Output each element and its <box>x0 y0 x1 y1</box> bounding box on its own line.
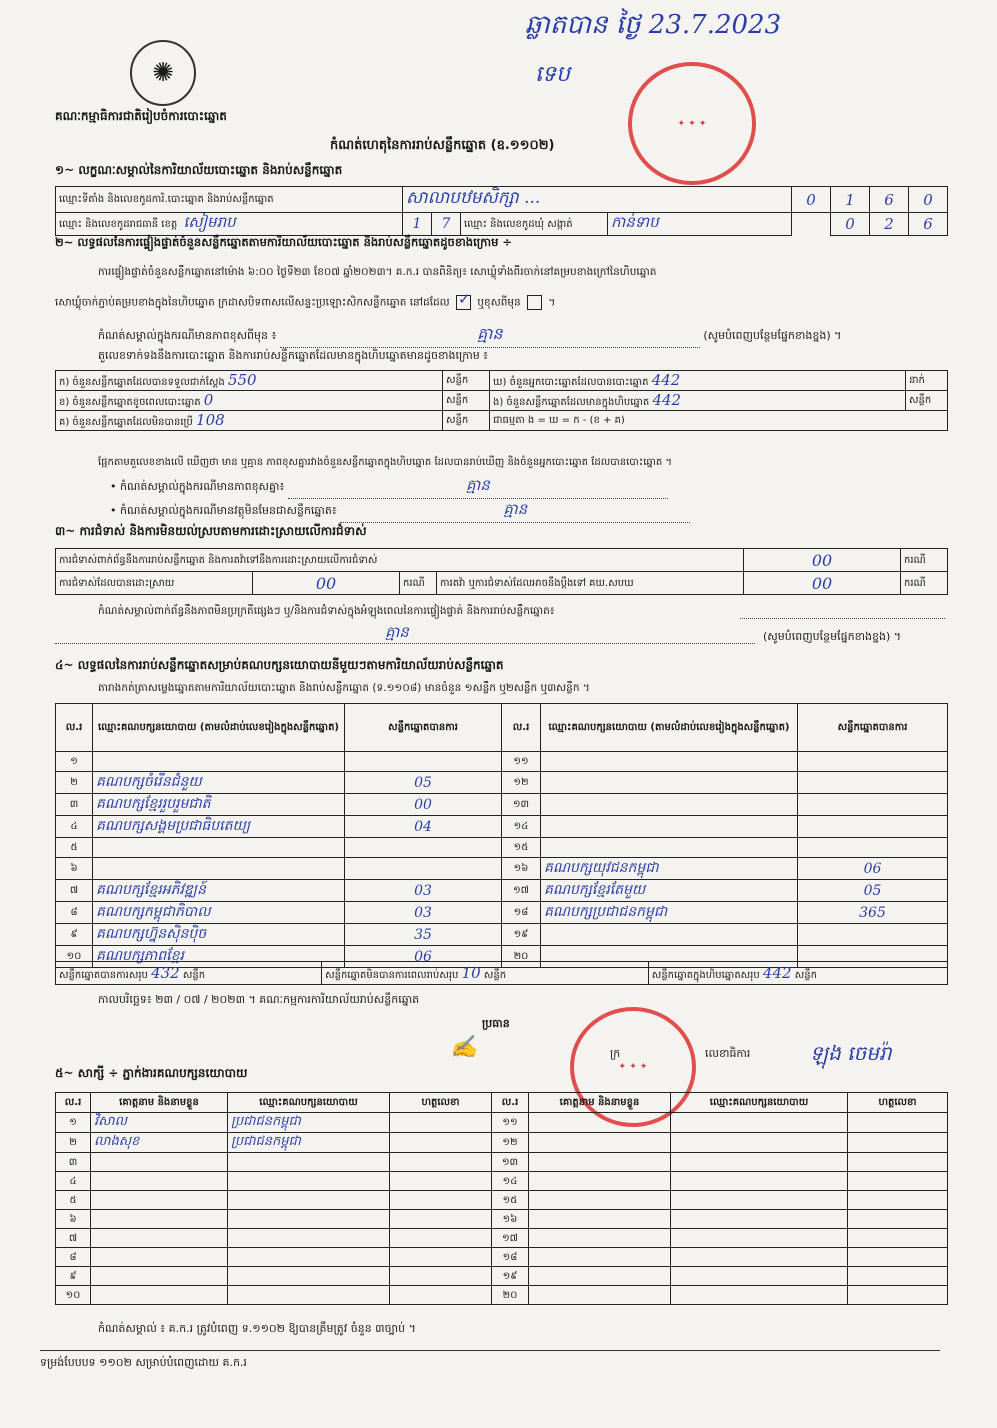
results-party-right <box>541 924 798 946</box>
diff-note-label: កំណត់សម្គាល់ក្នុងករណីមានភាពខុសពីមុន ៖ <box>98 329 277 342</box>
witness-name-left <box>91 1229 228 1248</box>
total-box-value: 442 <box>762 963 792 982</box>
verify-line-2: សោឃ្លុំចាក់ភ្ជាប់គម្របខាងក្នុងនៃហិបឆ្នោត ក្រដាសបិទពាសលើសន្ទះប្រឡោះសិកសន្លឹកឆ្នោត នៅដដែល <box>55 296 450 309</box>
witness-sign-right <box>848 1229 948 1248</box>
witness-name-right <box>529 1210 671 1229</box>
results-party-right <box>541 794 798 816</box>
witness-sign-left <box>390 1267 492 1286</box>
witness-sign-left <box>390 1153 492 1172</box>
chair-signature: ✍ <box>450 1035 478 1060</box>
witness-no-right: ១៧ <box>492 1229 529 1248</box>
witness-no-right: ១៤ <box>492 1172 529 1191</box>
results-votes-right <box>798 794 948 816</box>
province-code-1: 1 <box>403 213 432 236</box>
witness-row <box>56 1172 948 1191</box>
witness-row <box>56 1133 948 1153</box>
witness-name-right <box>529 1153 671 1172</box>
results-votes-right: 05 <box>798 880 948 902</box>
witness-sign-right <box>848 1133 948 1153</box>
results-no-left: ៥ <box>56 838 93 858</box>
results-votes-left: 05 <box>345 772 502 794</box>
witness-party-left <box>228 1153 390 1172</box>
location-code-1: 0 <box>792 187 831 213</box>
results-no-right: ២០ <box>502 946 541 968</box>
witness-sign-right <box>848 1191 948 1210</box>
witness-no-left: ៧ <box>56 1229 91 1248</box>
results-votes-left: 04 <box>345 816 502 838</box>
results-row <box>56 752 948 772</box>
section5-heading: ៥~ សាក្សី ÷ ភ្នាក់ងារគណបក្សនយោបាយ <box>55 1066 248 1080</box>
objection-table <box>55 548 948 595</box>
witness-no-left: ៩ <box>56 1267 91 1286</box>
results-no-left: ៨ <box>56 902 93 924</box>
results-votes-left <box>345 838 502 858</box>
footer-bottom: ទម្រង់បែបបទ ១១០២ សម្រាប់បំពេញដោយ គ.ក.រ <box>40 1356 247 1369</box>
objection-row1-unit: ករណី <box>901 549 948 572</box>
diff-note-hint: (សូមបំពេញបន្ថែមផ្នែកខាងខ្នង) ។ <box>703 329 842 342</box>
results-party-left <box>93 752 345 772</box>
changed-label: ឬខុសពីមុន <box>477 296 521 309</box>
section1-table <box>55 186 948 236</box>
witness-no-right: ១៦ <box>492 1210 529 1229</box>
results-row <box>56 880 948 902</box>
total-box-unit: សន្លឹក <box>794 969 817 981</box>
objection-row2-label: ការជំទាស់ដែលបានដោះស្រាយ <box>56 572 253 595</box>
results-no-left: ៣ <box>56 794 93 816</box>
objection-row2-value: 00 <box>253 572 400 595</box>
kha-value: 0 <box>203 391 214 409</box>
witness-name-left: វិសាល <box>91 1113 228 1133</box>
irregularity-label: កំណត់សម្គាល់ពាក់ព័ន្ធនឹងភាពមិនប្រក្រតីផ្សេងៗ ឬ/និងការជំទាស់ក្នុងអំឡុងពេលនៃការផ្ទៀងផ្ទាត់ និងការរាប់សន្លឹកឆ្នោត៖ <box>98 605 555 617</box>
objection-row1-label: ការជំទាស់ពាក់ព័ន្ធនឹងការរាប់សន្លឹកឆ្នោត និងការតវ៉ាទៅនឹងការដោះស្រាយលើការជំទាស់ <box>56 549 744 572</box>
results-votes-left: 03 <box>345 880 502 902</box>
results-no-right: ១២ <box>502 772 541 794</box>
witness-sign-right <box>848 1153 948 1172</box>
total-invalid-value: 10 <box>461 963 481 982</box>
results-votes-left <box>345 858 502 880</box>
results-votes-left: 35 <box>345 924 502 946</box>
witness-party-left <box>228 1286 390 1305</box>
witness-sign-left <box>390 1172 492 1191</box>
witness-no-right: ១៣ <box>492 1153 529 1172</box>
witness-sign-right <box>848 1113 948 1133</box>
compare-line: ផ្អែកតាមតួលេខខាងលើ ឃើញថា មាន ឬគ្មាន ភាពខុសគ្នារវាងចំនួនសន្លឹកឆ្នោតក្នុងហិបឆ្នោត ដែលបានរាប់ឃើញ និងចំនួនអ្នកបោះឆ្នោត ដែលបានបោះឆ្នោត ។ <box>98 457 673 468</box>
ko-value: 108 <box>196 411 225 429</box>
witness-party-left <box>228 1191 390 1210</box>
ka-value: 550 <box>227 371 257 389</box>
results-no-left: ៩ <box>56 924 93 946</box>
witness-no-right: ២០ <box>492 1286 529 1305</box>
results-no-left: ៧ <box>56 880 93 902</box>
results-party-left: គណបក្សចំរើនជំនួយ <box>93 772 345 794</box>
results-votes-right <box>798 816 948 838</box>
witness-sign-left <box>390 1191 492 1210</box>
province-code-2: 7 <box>432 213 461 236</box>
witness-no-right: ១១ <box>492 1113 529 1133</box>
results-party-left: គណបក្សខ្មែរអភិវឌ្ឍន៍ <box>93 880 345 902</box>
witness-col-sign-left: ហត្ថលេខា <box>390 1093 492 1113</box>
results-col-party-right: ឈ្មោះគណបក្សនយោបាយ (តាមលំដាប់លេខរៀងក្នុងសន្លឹកឆ្នោត) <box>541 704 798 752</box>
witness-party-right <box>671 1172 848 1191</box>
results-no-left: ២ <box>56 772 93 794</box>
results-no-right: ១៨ <box>502 902 541 924</box>
witness-name-left <box>91 1286 228 1305</box>
location-value: សាលាបឋមសិក្សា ... <box>403 187 792 213</box>
total-valid-value: 432 <box>151 963 180 982</box>
witness-party-left <box>228 1248 390 1267</box>
formula: ជាធម្មតា ង = ឃ = ក - (ខ + គ) <box>490 411 948 431</box>
witness-name-right <box>529 1248 671 1267</box>
commune-value: កាន់ទាប <box>608 213 792 236</box>
results-party-left <box>93 838 345 858</box>
witness-name-right <box>529 1191 671 1210</box>
results-col-no-right: ល.រ <box>502 704 541 752</box>
top-handwritten-date: ឆ្លាតបាន ថ្ងៃ 23.7.2023 <box>525 10 782 40</box>
results-no-right: ១៥ <box>502 838 541 858</box>
witness-party-left <box>228 1210 390 1229</box>
witness-party-left <box>228 1229 390 1248</box>
commune-code-2: 2 <box>870 213 909 236</box>
results-row <box>56 902 948 924</box>
results-party-left <box>93 858 345 880</box>
witness-name-left <box>91 1172 228 1191</box>
commune-code-3: 6 <box>909 213 948 236</box>
chair-label: ប្រធាន <box>482 1017 510 1030</box>
witness-sign-right <box>848 1172 948 1191</box>
results-votes-right <box>798 924 948 946</box>
results-party-left: គណបក្សខ្មែររួបរួមជាតិ <box>93 794 345 816</box>
witness-party-right <box>671 1113 848 1133</box>
results-party-right <box>541 772 798 794</box>
location-code-3: 6 <box>870 187 909 213</box>
witness-party-left: ប្រជាជនកម្ពុជា <box>228 1133 390 1153</box>
witness-no-left: ៣ <box>56 1153 91 1172</box>
results-no-right: ១៦ <box>502 858 541 880</box>
witness-no-left: ១ <box>56 1113 91 1133</box>
location-code-4: 0 <box>909 187 948 213</box>
results-votes-left: 06 <box>345 946 502 968</box>
diff-note-row <box>98 323 841 348</box>
foreign-value: គ្មាន <box>340 500 690 523</box>
witness-row <box>56 1210 948 1229</box>
ko-label: គ) ចំនួនសន្លឹកឆ្នោតដែលមិនបានប្រើ <box>59 417 193 428</box>
witness-no-left: ៤ <box>56 1172 91 1191</box>
section1-heading: ១~ លក្ខណៈសម្គាល់នៃការិយាល័យបោះឆ្នោត និងរាប់សន្លឹកឆ្នោត <box>55 163 343 177</box>
top-signature-name: ទេប <box>535 62 570 87</box>
witness-row <box>56 1248 948 1267</box>
witness-no-left: ២ <box>56 1133 91 1153</box>
results-votes-left: 03 <box>345 902 502 924</box>
kha-label: ខ) ចំនួនសន្លឹកឆ្នោតខូចពេលបោះឆ្នោត <box>59 397 201 408</box>
results-no-right: ១៩ <box>502 924 541 946</box>
witness-sign-right <box>848 1210 948 1229</box>
total-invalid-unit: សន្លឹក <box>483 969 507 981</box>
kho-unit: នាក់ <box>906 371 948 391</box>
witness-party-left <box>228 1172 390 1191</box>
witness-col-no-right: ល.រ <box>492 1093 529 1113</box>
diff-row <box>110 476 668 499</box>
results-col-votes-left: សន្លឹកឆ្នោតបានការ <box>345 704 502 752</box>
org-name: គណៈកម្មាធិការជាតិរៀបចំការបោះឆ្នោត <box>55 109 227 123</box>
witness-party-left <box>228 1267 390 1286</box>
witness-sign-left <box>390 1248 492 1267</box>
results-party-right: គណបក្សខ្មែរតែមួយ <box>541 880 798 902</box>
results-votes-right <box>798 772 948 794</box>
witness-name-left: លាងសុខ <box>91 1133 228 1153</box>
ka-label: ក) ចំនួនសន្លឹកឆ្នោតដែលបានទទួលជាក់ស្តែង <box>59 377 225 388</box>
province-value: សៀមរាប <box>183 213 236 231</box>
results-row <box>56 816 948 838</box>
witness-name-right <box>529 1113 671 1133</box>
numbers-intro: តួលេខទាក់ទងនឹងការបោះឆ្នោត និងការរាប់សន្លឹកឆ្នោតដែលមានក្នុងហិបឆ្នោតមានដូចខាងក្រោម ៖ <box>98 349 489 362</box>
verify-line-2-row: សោឃ្លុំចាក់ភ្ជាប់គម្របខាងក្នុងនៃហិបឆ្នោត ក្រដាសបិទពាសលើសន្ទះប្រឡោះសិកសន្លឹកឆ្នោត នៅដដែល ✓ ឬខុសពីមុន ។ <box>55 290 556 309</box>
results-party-right: គណបក្សយុវជនកម្ពុជា <box>541 858 798 880</box>
witness-party-right <box>671 1248 848 1267</box>
ballot-count-table <box>55 370 948 431</box>
results-party-left: គណបក្សសង្គមប្រជាធិបតេយ្យ <box>93 816 345 838</box>
results-no-left: ៤ <box>56 816 93 838</box>
secretary-label: លេខាធិការ <box>705 1047 751 1060</box>
witness-row <box>56 1286 948 1305</box>
ka-unit: សន្លឹក <box>443 371 490 391</box>
total-box-label: សន្លឹកឆ្នោតក្នុងហិបឆ្នោតសរុប <box>651 969 760 981</box>
kho-value: 442 <box>651 371 681 389</box>
witness-party-right <box>671 1229 848 1248</box>
irregularity-hint: (សូមបំពេញបន្ថែមផ្នែកខាងខ្នង) ។ <box>763 630 902 643</box>
form-title: កំណត់ហេតុនៃការរាប់សន្លឹកឆ្នោត (ឧ.១១០២) <box>330 138 555 153</box>
results-no-right: ១១ <box>502 752 541 772</box>
results-table <box>55 703 948 968</box>
results-col-no-left: ល.រ <box>56 704 93 752</box>
ngo-label: ង) ចំនួនសន្លឹកឆ្នោតដែលមានក្នុងហិបឆ្នោត <box>493 397 650 408</box>
witness-no-right: ១៨ <box>492 1248 529 1267</box>
results-party-left: គណបក្សហ្វ៊ុនស៊ិនប៉ិច <box>93 924 345 946</box>
witness-no-left: ១០ <box>56 1286 91 1305</box>
witness-table <box>55 1092 948 1305</box>
results-party-left: គណបក្សភាពខ្មែរ <box>93 946 345 968</box>
witness-no-left: ៦ <box>56 1210 91 1229</box>
results-col-party-left: ឈ្មោះគណបក្សនយោបាយ (តាមលំដាប់លេខរៀងក្នុងសន្លឹកឆ្នោត) <box>93 704 345 752</box>
official-stamp-bottom: ✦ ✦ ✦ <box>570 1007 696 1127</box>
objection-row1-value: 00 <box>744 549 901 572</box>
witness-name-left <box>91 1267 228 1286</box>
foreign-label: • កំណត់សម្គាល់ក្នុងករណីមានវត្ថុមិនមែនជាសន្លឹកឆ្នោត៖ <box>110 504 337 517</box>
witness-row <box>56 1191 948 1210</box>
ngo-unit: សន្លឹក <box>906 391 948 411</box>
date-line: កាលបរិច្ឆេទ៖ ២៣ / ០៧ / ២០២៣ ។ គណៈកម្មការការិយាល័យរាប់សន្លឹកឆ្នោត <box>98 993 420 1006</box>
kho-label: ឃ) ចំនួនអ្នកបោះឆ្នោតដែលបានបោះឆ្នោត <box>493 377 649 388</box>
witness-col-sign-right: ហត្ថលេខា <box>848 1093 948 1113</box>
results-party-right: គណបក្សប្រជាជនកម្ពុជា <box>541 902 798 924</box>
witness-sign-left <box>390 1133 492 1153</box>
section4-heading: ៤~ លទ្ធផលនៃការរាប់សន្លឹកឆ្នោតសម្រាប់គណបក្សនយោបាយនីមួយៗតាមការិយាល័យរាប់សន្លឹកឆ្នោត <box>55 658 504 672</box>
kha-unit: សន្លឹក <box>443 391 490 411</box>
results-party-right <box>541 752 798 772</box>
witness-col-name-left: គោត្តនាម និងនាមខ្លួន <box>91 1093 228 1113</box>
witness-sign-left <box>390 1210 492 1229</box>
witness-party-right <box>671 1133 848 1153</box>
witness-no-left: ៥ <box>56 1191 91 1210</box>
witness-sign-right <box>848 1267 948 1286</box>
witness-party-right <box>671 1210 848 1229</box>
witness-name-left <box>91 1210 228 1229</box>
objection-row2-unit: ករណី <box>400 572 437 595</box>
results-no-left: ៦ <box>56 858 93 880</box>
witness-col-party-left: ឈ្មោះគណបក្សនយោបាយ <box>228 1093 390 1113</box>
witness-col-party-right: ឈ្មោះគណបក្សនយោបាយ <box>671 1093 848 1113</box>
same-checkbox[interactable]: ✓ <box>458 290 471 308</box>
section2-heading: ២~ លទ្ធផលនៃការផ្ទៀងផ្ទាត់ចំនួនសន្លឹកឆ្នោតតាមការិយាល័យបោះឆ្នោត និងរាប់សន្លឹកឆ្នោតដូចខាងក្រោម ÷ <box>55 235 513 249</box>
witness-party-right <box>671 1267 848 1286</box>
section4-intro: តារាងកត់ត្រាសម្លេងឆ្នោតតាមការិយាល័យបោះឆ្នោត និងរាប់សន្លឹកឆ្នោត (ទ.១១០៨) មានចំនួន ១សន្លឹក ឬ២សន្លឹក ឬ៣សន្លឹក ។ <box>98 682 590 694</box>
witness-no-left: ៨ <box>56 1248 91 1267</box>
witness-party-right <box>671 1191 848 1210</box>
diff-label: • កំណត់សម្គាល់ក្នុងករណីមានភាពខុសគ្នា៖ <box>110 480 285 493</box>
official-stamp-top: ✦ ✦ ✦ <box>628 62 756 185</box>
diff-value: គ្មាន <box>288 476 668 499</box>
results-col-votes-right: សន្លឹកឆ្នោតបានការ <box>798 704 948 752</box>
member-label: ក្រ <box>610 1047 621 1060</box>
witness-name-right <box>529 1133 671 1153</box>
witness-row <box>56 1229 948 1248</box>
total-valid-unit: សន្លឹក <box>182 969 206 981</box>
results-row <box>56 924 948 946</box>
province-label: ឈ្មោះ និងលេខកូដរាជធានី ខេត្ត <box>59 219 178 230</box>
witness-sign-left <box>390 1113 492 1133</box>
witness-party-left: ប្រជាជនកម្ពុជា <box>228 1113 390 1133</box>
section3-heading: ៣~ ការជំទាស់ និងការមិនយល់ស្របតាមការដោះស្រាយលើការជំទាស់ <box>55 524 367 538</box>
witness-name-left <box>91 1191 228 1210</box>
commune-label: ឈ្មោះ និងលេខកូដឃុំ សង្កាត់ <box>461 213 608 236</box>
changed-checkbox[interactable] <box>527 295 542 310</box>
witness-no-right: ១៥ <box>492 1191 529 1210</box>
results-no-left: ១០ <box>56 946 93 968</box>
objection-appeal-label: ការតវ៉ា ឬការជំទាស់ដែលអាចនឹងប្តឹងទៅ គឃ.សបឃ <box>437 572 744 595</box>
witness-col-no-left: ល.រ <box>56 1093 91 1113</box>
total-invalid-label: សន្លឹកឆ្នោតមិនបានការពេលរាប់សរុប <box>325 969 459 981</box>
results-votes-left <box>345 752 502 772</box>
verify-line-1: ការផ្ទៀងផ្ទាត់ចំនួនសន្លឹកឆ្នោតនៅម៉ោង ៦:០០ ថ្ងៃទី២៣ ខែ០៧ ឆ្នាំ២០២៣។ គ.ក.រ បានពិនិត្យ៖ សោឃ្លុំទាំងពីរចាក់នៅគម្របខាងក្រៅនៃហិបឆ្នោត <box>98 266 657 278</box>
objection-appeal-value: 00 <box>744 572 901 595</box>
results-totals <box>55 961 948 985</box>
diff-note-value: គ្មាន <box>280 323 700 348</box>
ko-unit: សន្លឹក <box>443 411 490 431</box>
results-votes-right <box>798 752 948 772</box>
footer-note: កំណត់សម្គាល់ ៖ គ.ក.រ ត្រូវបំពេញ ទ.១១០២ ឱ្យបានត្រឹមត្រូវ ចំនួន ៣ច្បាប់ ។ <box>98 1322 416 1335</box>
results-party-right <box>541 838 798 858</box>
total-valid-label: សន្លឹកឆ្នោតបានការសរុប <box>59 969 148 981</box>
witness-name-right <box>529 1267 671 1286</box>
witness-row <box>56 1267 948 1286</box>
objection-appeal-unit: ករណី <box>901 572 948 595</box>
results-party-right <box>541 816 798 838</box>
witness-name-right <box>529 1229 671 1248</box>
witness-name-right <box>529 1286 671 1305</box>
witness-no-right: ១៩ <box>492 1267 529 1286</box>
witness-sign-right <box>848 1286 948 1305</box>
results-no-right: ១៤ <box>502 816 541 838</box>
irregularity-value: គ្មាន <box>385 623 409 641</box>
witness-name-left <box>91 1153 228 1172</box>
results-votes-left: 00 <box>345 794 502 816</box>
foreign-row <box>110 500 690 523</box>
commune-code-1: 0 <box>831 213 870 236</box>
witness-sign-right <box>848 1248 948 1267</box>
results-no-left: ១ <box>56 752 93 772</box>
results-votes-right: 06 <box>798 858 948 880</box>
results-row <box>56 858 948 880</box>
results-party-left: គណបក្សកម្ពុជាភិបាល <box>93 902 345 924</box>
results-row <box>56 772 948 794</box>
witness-name-left <box>91 1248 228 1267</box>
location-label: ឈ្មោះទីតាំង និងលេខកូដការិ.បោះឆ្នោត និងរាប់សន្លឹកឆ្នោត <box>56 187 403 213</box>
witness-row <box>56 1153 948 1172</box>
results-row <box>56 794 948 816</box>
results-votes-right <box>798 838 948 858</box>
results-row <box>56 838 948 858</box>
witness-col-name-right: គោត្តនាម និងនាមខ្លួន <box>529 1093 671 1113</box>
witness-name-right <box>529 1172 671 1191</box>
location-code-2: 1 <box>831 187 870 213</box>
witness-party-right <box>671 1286 848 1305</box>
witness-no-right: ១២ <box>492 1133 529 1153</box>
nec-logo-icon: ✺ <box>130 40 196 106</box>
secretary-name: ឡុង ចេមរ៉ា <box>810 1041 892 1065</box>
results-no-right: ១៧ <box>502 880 541 902</box>
ngo-value: 442 <box>652 391 682 409</box>
witness-sign-left <box>390 1286 492 1305</box>
witness-party-right <box>671 1153 848 1172</box>
witness-row <box>56 1113 948 1133</box>
results-votes-right: 365 <box>798 902 948 924</box>
results-no-right: ១៣ <box>502 794 541 816</box>
witness-sign-left <box>390 1229 492 1248</box>
